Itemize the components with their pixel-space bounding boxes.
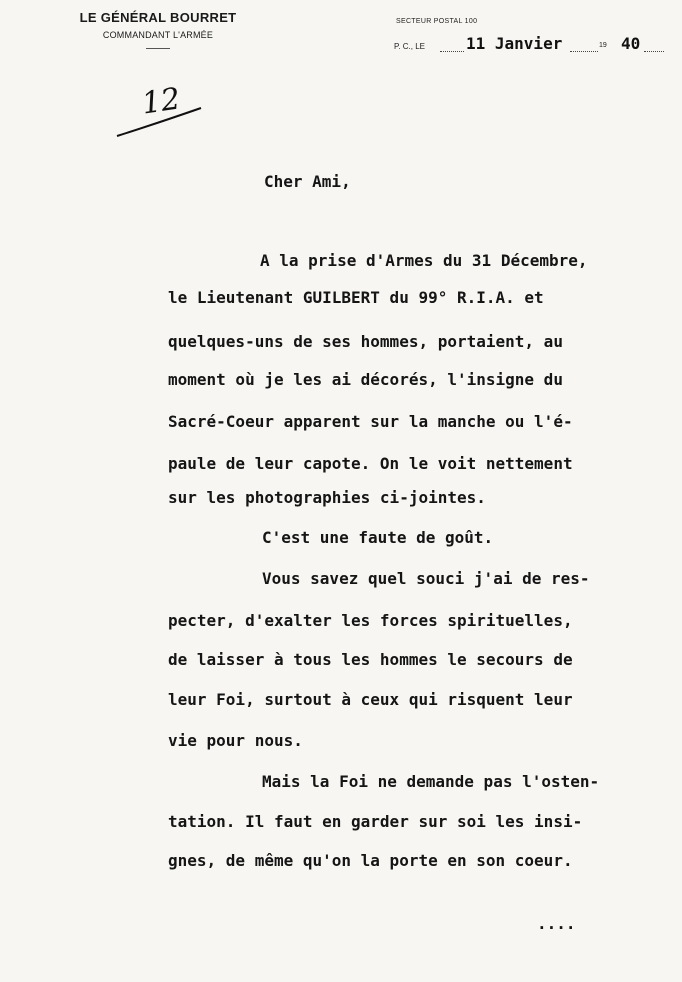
dotted-leader: [570, 51, 598, 52]
body-line: vie pour nous.: [168, 731, 303, 750]
body-line: paule de leur capote. On le voit nettement: [168, 454, 573, 473]
letterhead-role: COMMANDANT L'ARMÉE: [102, 30, 214, 40]
body-line: gnes, de même qu'on la porte en son coeur.: [168, 851, 573, 870]
handwritten-annotation: [115, 78, 205, 140]
continuation-dots: ....: [537, 914, 576, 933]
letterhead-name: LE GÉNÉRAL BOURRET: [79, 10, 237, 25]
salutation: Cher Ami,: [264, 172, 351, 191]
date-year-prefix: 19: [599, 42, 607, 49]
body-line: sur les photographies ci-jointes.: [168, 488, 486, 507]
body-line: C'est une faute de goût.: [262, 528, 494, 547]
body-line: A la prise d'Armes du 31 Décembre,: [260, 251, 588, 270]
body-line: Sacré-Coeur apparent sur la manche ou l'é-: [168, 412, 573, 431]
dotted-leader: [644, 51, 664, 52]
date-day-month: 11 Janvier: [466, 34, 563, 53]
letterhead-divider: [146, 48, 170, 49]
body-line: Vous savez quel souci j'ai de res-: [262, 569, 590, 588]
dateline: [394, 34, 664, 58]
body-line: quelques-uns de ses hommes, portaient, au: [168, 332, 563, 351]
body-line: pecter, d'exalter les forces spirituelles,: [168, 611, 573, 630]
body-line: Mais la Foi ne demande pas l'osten-: [262, 772, 600, 791]
date-year-suffix: 40: [621, 34, 641, 53]
pc-label: P. C., LE: [394, 42, 425, 51]
body-line: tation. Il faut en garder sur soi les insi-: [168, 812, 583, 831]
body-line: le Lieutenant GUILBERT du 99° R.I.A. et: [168, 288, 544, 307]
annotation-number: 12: [139, 81, 183, 122]
postal-sector: SECTEUR POSTAL 100: [396, 18, 478, 25]
body-line: moment où je les ai décorés, l'insigne du: [168, 370, 563, 389]
letterhead: [58, 10, 258, 49]
dotted-leader: [440, 51, 464, 52]
body-line: leur Foi, surtout à ceux qui risquent leur: [168, 690, 573, 709]
body-line: de laisser à tous les hommes le secours de: [168, 650, 573, 669]
